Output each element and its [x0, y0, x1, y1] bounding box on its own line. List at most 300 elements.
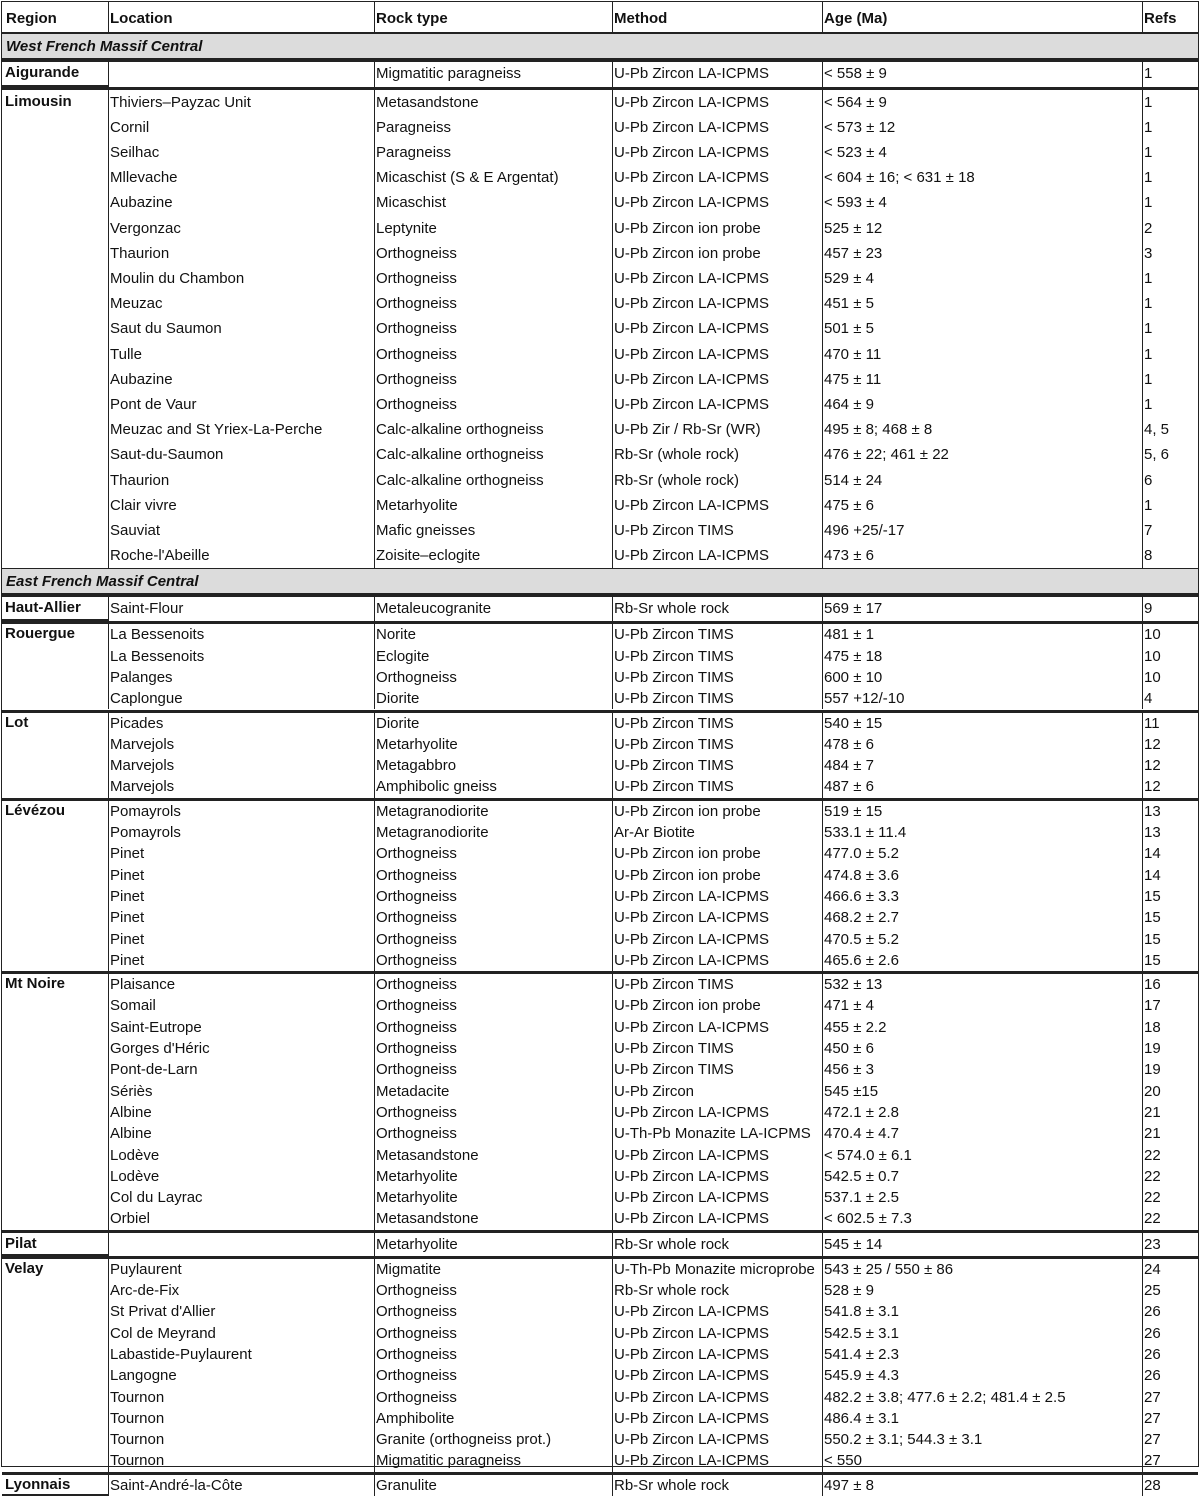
- cell-location: Clair vivre: [110, 496, 177, 514]
- table-row: [2, 316, 1198, 341]
- cell-rock-type: Mafic gneisses: [376, 521, 476, 539]
- table-row: [2, 493, 1198, 518]
- table-row: [2, 624, 1198, 645]
- cell-rock-type: Orthogneiss: [376, 1125, 457, 1143]
- cell-method: U-Pb Zircon LA-ICPMS: [614, 118, 770, 136]
- cell-rock-type: Metasandstone: [376, 93, 479, 111]
- cell-refs: 7: [1144, 521, 1153, 539]
- cell-location: La Bessenoits: [110, 647, 205, 665]
- cell-refs: 4: [1144, 690, 1153, 708]
- cell-rock-type: Metarhyolite: [376, 1167, 458, 1185]
- cell-age: 533.1 ± 11.4: [824, 824, 907, 841]
- cell-rock-type: Orthogneiss: [376, 930, 457, 948]
- cell-rock-type: Orthogneiss: [376, 997, 457, 1015]
- header-age: Age (Ma): [824, 10, 888, 27]
- cell-rock-type: Metasandstone: [376, 1146, 479, 1164]
- region-label: Pilat: [5, 1234, 37, 1252]
- table-row: [2, 646, 1198, 667]
- cell-location: Tournon: [110, 1452, 165, 1470]
- cell-age: 486.4 ± 3.1: [824, 1409, 899, 1427]
- cell-age: 545 ±15: [824, 1082, 879, 1100]
- cell-method: U-Pb Zircon LA-ICPMS: [614, 1452, 770, 1470]
- table-row: [2, 442, 1198, 467]
- region-label: Lévézou: [5, 801, 66, 819]
- cell-rock-type: Orthogneiss: [376, 370, 457, 388]
- cell-method: U-Th-Pb Monazite LA-ICPMS: [614, 1125, 811, 1143]
- cell-location: Moulin du Chambon: [110, 269, 245, 287]
- header-divider: [374, 2, 375, 33]
- cell-method: U-Pb Zircon LA-ICPMS: [614, 320, 770, 338]
- cell-age: 532 ± 13: [824, 976, 883, 994]
- table-row: [2, 140, 1198, 165]
- cell-location: Mllevache: [110, 169, 178, 187]
- cell-method: U-Pb Zircon LA-ICPMS: [614, 295, 770, 313]
- table-row: [2, 1059, 1198, 1080]
- cell-age: < 550: [824, 1452, 862, 1470]
- cell-rock-type: Orthogneiss: [376, 866, 457, 884]
- cell-method: U-Pb Zircon LA-ICPMS: [614, 93, 770, 111]
- cell-method: U-Pb Zircon TIMS: [614, 626, 734, 644]
- cell-refs: 1: [1144, 395, 1153, 413]
- cell-method: U-Pb Zircon LA-ICPMS: [614, 1103, 770, 1121]
- cell-rock-type: Orthogneiss: [376, 1282, 457, 1299]
- cell-rock-type: Metasandstone: [376, 1210, 479, 1228]
- region-label: Rouergue: [5, 625, 76, 643]
- cell-age: 542.5 ± 0.7: [824, 1167, 899, 1185]
- cell-age: 471 ± 4: [824, 997, 874, 1015]
- cell-location: Aubazine: [110, 194, 173, 212]
- cell-refs: 2: [1144, 219, 1153, 237]
- cell-age: 569 ± 17: [824, 600, 883, 618]
- cell-rock-type: Paragneiss: [376, 118, 452, 136]
- table-row: [2, 755, 1198, 776]
- cell-location: Labastide-Puylaurent: [110, 1345, 252, 1363]
- cell-refs: 1: [1144, 194, 1153, 212]
- cell-rock-type: Calc-alkaline orthogneiss: [376, 471, 544, 489]
- cell-method: U-Pb Zircon LA-ICPMS: [614, 194, 770, 212]
- cell-location: Roche-l'Abeille: [110, 547, 210, 565]
- table-row: [2, 1145, 1198, 1166]
- table-row: [2, 1301, 1198, 1322]
- cell-location: Vergonzac: [110, 219, 181, 237]
- cell-refs: 15: [1144, 909, 1161, 927]
- cell-age: 514 ± 24: [824, 471, 883, 489]
- cell-refs: 26: [1144, 1345, 1161, 1363]
- header-method: Method: [614, 10, 668, 27]
- table-row: [2, 266, 1198, 291]
- cell-refs: 27: [1144, 1409, 1161, 1427]
- cell-refs: 14: [1144, 845, 1161, 863]
- cell-method: U-Pb Zircon LA-ICPMS: [614, 547, 770, 565]
- table-row: [2, 417, 1198, 442]
- table-row: [2, 776, 1198, 797]
- region-label: Mt Noire: [5, 975, 65, 993]
- cell-rock-type: Metadacite: [376, 1082, 450, 1100]
- cell-method: U-Pb Zircon TIMS: [614, 714, 734, 732]
- table-row: [2, 597, 1198, 621]
- cell-location: Pont de Vaur: [110, 395, 197, 413]
- cell-location: Tournon: [110, 1388, 165, 1406]
- table-row: [2, 1259, 1198, 1280]
- cell-location: Caplongue: [110, 690, 183, 708]
- cell-rock-type: Metagranodiorite: [376, 824, 489, 841]
- cell-rock-type: Amphibolite: [376, 1409, 455, 1427]
- cell-location: Pinet: [110, 887, 145, 905]
- cell-age: 455 ± 2.2: [824, 1018, 887, 1036]
- cell-refs: 21: [1144, 1103, 1161, 1121]
- table-row: [2, 241, 1198, 266]
- cell-age: 542.5 ± 3.1: [824, 1324, 899, 1342]
- cell-rock-type: Metarhyolite: [376, 1189, 458, 1207]
- table-row: [2, 291, 1198, 316]
- cell-rock-type: Orthogneiss: [376, 295, 457, 313]
- cell-rock-type: Metagabbro: [376, 757, 457, 775]
- cell-location: Saint-Flour: [110, 600, 184, 618]
- cell-age: 525 ± 12: [824, 219, 883, 237]
- cell-age: < 602.5 ± 7.3: [824, 1210, 912, 1228]
- cell-method: U-Pb Zircon LA-ICPMS: [614, 1210, 770, 1228]
- cell-location: La Bessenoits: [110, 626, 205, 644]
- cell-age: 474.8 ± 3.6: [824, 866, 899, 884]
- cell-location: Saint-Eutrope: [110, 1018, 202, 1036]
- cell-age: < 558 ± 9: [824, 65, 887, 82]
- cell-age: < 593 ± 4: [824, 194, 887, 212]
- table-row: [2, 865, 1198, 886]
- table-row: [2, 1233, 1198, 1256]
- cell-age: 545 ± 14: [824, 1235, 883, 1253]
- cell-refs: 12: [1144, 778, 1161, 796]
- cell-method: U-Pb Zircon ion probe: [614, 219, 761, 237]
- cell-age: 470 ± 11: [824, 345, 882, 363]
- cell-age: 464 ± 9: [824, 395, 874, 413]
- table-row: [2, 190, 1198, 215]
- cell-refs: 1: [1144, 345, 1153, 363]
- cell-location: Col de Meyrand: [110, 1324, 216, 1342]
- cell-rock-type: Orthogneiss: [376, 269, 457, 287]
- cell-method: U-Pb Zircon TIMS: [614, 778, 734, 796]
- cell-location: Tournon: [110, 1431, 165, 1449]
- header-region: Region: [6, 10, 57, 27]
- table-row: [2, 1017, 1198, 1038]
- region-label: Haut-Allier: [5, 599, 81, 617]
- cell-method: Rb-Sr whole rock: [614, 1476, 730, 1494]
- table-row: [2, 822, 1198, 843]
- cell-rock-type: Orthogneiss: [376, 1367, 457, 1385]
- cell-rock-type: Migmatitic paragneiss: [376, 1452, 522, 1470]
- cell-location: Saut du Saumon: [110, 320, 222, 338]
- cell-method: U-Th-Pb Monazite microprobe: [614, 1260, 815, 1278]
- cell-rock-type: Orthogneiss: [376, 1388, 457, 1406]
- cell-location: Tulle: [110, 345, 142, 363]
- table-row: [2, 165, 1198, 190]
- table-row: [2, 1450, 1198, 1471]
- table-row: [2, 713, 1198, 734]
- header-divider: [822, 2, 823, 33]
- cell-rock-type: Granulite: [376, 1476, 437, 1494]
- cell-age: 475 ± 6: [824, 496, 874, 514]
- cell-refs: 10: [1144, 668, 1161, 686]
- cell-age: 495 ± 8; 468 ± 8: [824, 421, 933, 439]
- cell-method: U-Pb Zircon LA-ICPMS: [614, 930, 770, 948]
- table-row: [2, 1323, 1198, 1344]
- cell-age: 476 ± 22; 461 ± 22: [824, 446, 949, 464]
- cell-refs: 19: [1144, 1061, 1161, 1079]
- cell-age: 519 ± 15: [824, 802, 883, 820]
- cell-method: U-Pb Zircon LA-ICPMS: [614, 1303, 770, 1321]
- table-row: [2, 1429, 1198, 1450]
- table-row: [2, 1280, 1198, 1301]
- cell-location: Pinet: [110, 930, 145, 948]
- cell-age: < 564 ± 9: [824, 93, 887, 111]
- table-row: [2, 1408, 1198, 1429]
- table-row: [2, 995, 1198, 1016]
- cell-rock-type: Orthogneiss: [376, 845, 457, 863]
- table-row: [2, 543, 1198, 568]
- cell-refs: 15: [1144, 887, 1161, 905]
- cell-age: 557 +12/-10: [824, 690, 905, 708]
- cell-refs: 22: [1144, 1189, 1161, 1207]
- cell-refs: 10: [1144, 647, 1161, 665]
- cell-location: Seilhac: [110, 143, 160, 161]
- table-row: [2, 843, 1198, 864]
- cell-rock-type: Migmatitic paragneiss: [376, 65, 522, 82]
- cell-refs: 15: [1144, 951, 1161, 969]
- cell-method: U-Pb Zircon LA-ICPMS: [614, 951, 770, 969]
- cell-method: U-Pb Zircon LA-ICPMS: [614, 909, 770, 927]
- cell-location: Pinet: [110, 951, 145, 969]
- cell-location: Langogne: [110, 1367, 177, 1385]
- cell-refs: 1: [1144, 65, 1153, 82]
- cell-age: 477.0 ± 5.2: [824, 845, 899, 863]
- cell-refs: 15: [1144, 930, 1161, 948]
- cell-age: 472.1 ± 2.8: [824, 1103, 899, 1121]
- cell-location: Cornil: [110, 118, 150, 136]
- cell-location: Sériès: [110, 1082, 153, 1100]
- cell-age: < 573 ± 12: [824, 118, 896, 136]
- cell-refs: 1: [1144, 496, 1153, 514]
- cell-age: 537.1 ± 2.5: [824, 1189, 899, 1207]
- table-row: [2, 518, 1198, 543]
- table-row: [2, 1365, 1198, 1386]
- table-row: [2, 688, 1198, 709]
- cell-refs: 1: [1144, 118, 1153, 136]
- cell-location: Meuzac and St Yriex-La-Perche: [110, 421, 323, 439]
- cell-refs: 18: [1144, 1018, 1161, 1036]
- table-row: [2, 216, 1198, 241]
- cell-location: Col du Layrac: [110, 1189, 203, 1207]
- header-location: Location: [110, 10, 173, 27]
- header-divider: [108, 2, 109, 33]
- cell-location: Marvejols: [110, 735, 175, 753]
- header-rock-type: Rock type: [376, 10, 448, 27]
- cell-age: 501 ± 5: [824, 320, 874, 338]
- cell-location: Pinet: [110, 909, 145, 927]
- cell-method: U-Pb Zircon TIMS: [614, 735, 734, 753]
- cell-method: U-Pb Zircon LA-ICPMS: [614, 1345, 770, 1363]
- cell-age: 545.9 ± 4.3: [824, 1367, 899, 1385]
- cell-location: Plaisance: [110, 976, 176, 994]
- cell-rock-type: Orthogneiss: [376, 1303, 457, 1321]
- cell-method: U-Pb Zircon LA-ICPMS: [614, 1167, 770, 1185]
- cell-age: 497 ± 8: [824, 1476, 874, 1494]
- cell-location: Saint-André-la-Côte: [110, 1476, 243, 1494]
- cell-location: Gorges d'Héric: [110, 1040, 210, 1057]
- cell-refs: 12: [1144, 735, 1161, 753]
- cell-age: 550.2 ± 3.1; 544.3 ± 3.1: [824, 1431, 983, 1449]
- table-row: [2, 468, 1198, 493]
- cell-method: U-Pb Zircon LA-ICPMS: [614, 370, 770, 388]
- cell-refs: 8: [1144, 547, 1153, 565]
- cell-method: U-Pb Zircon LA-ICPMS: [614, 1388, 770, 1406]
- section-header: West French Massif Central: [2, 33, 1198, 59]
- table-row: [2, 1208, 1198, 1229]
- cell-location: Puylaurent: [110, 1260, 182, 1278]
- cell-refs: 13: [1144, 824, 1161, 841]
- cell-method: U-Pb Zircon ion probe: [614, 866, 761, 884]
- cell-refs: 22: [1144, 1167, 1161, 1185]
- table-row: [2, 392, 1198, 417]
- table-row: [2, 1475, 1198, 1496]
- cell-location: Pinet: [110, 845, 145, 863]
- cell-location: Pomayrols: [110, 824, 181, 841]
- cell-refs: 14: [1144, 866, 1161, 884]
- table-row: [2, 974, 1198, 995]
- cell-rock-type: Eclogite: [376, 647, 430, 665]
- cell-method: U-Pb Zircon TIMS: [614, 757, 734, 775]
- cell-method: Rb-Sr (whole rock): [614, 446, 740, 464]
- cell-location: Saut-du-Saumon: [110, 446, 224, 464]
- cell-rock-type: Migmatite: [376, 1260, 442, 1278]
- cell-refs: 9: [1144, 600, 1153, 618]
- cell-refs: 23: [1144, 1235, 1161, 1253]
- cell-location: Thaurion: [110, 244, 170, 262]
- cell-age: 484 ± 7: [824, 757, 874, 775]
- cell-rock-type: Orthogneiss: [376, 887, 457, 905]
- table-row: [2, 1038, 1198, 1059]
- table-row: [2, 1123, 1198, 1144]
- cell-age: 528 ± 9: [824, 1282, 874, 1299]
- cell-age: 451 ± 5: [824, 295, 874, 313]
- cell-age: 600 ± 10: [824, 668, 883, 686]
- cell-rock-type: Orthogneiss: [376, 909, 457, 927]
- header-divider: [612, 2, 613, 33]
- cell-refs: 28: [1144, 1476, 1161, 1494]
- cell-refs: 27: [1144, 1388, 1161, 1406]
- table-row: [2, 886, 1198, 907]
- table-row: [2, 1081, 1198, 1102]
- cell-refs: 22: [1144, 1146, 1161, 1164]
- cell-age: 481 ± 1: [824, 626, 874, 644]
- cell-rock-type: Orthogneiss: [376, 345, 457, 363]
- cell-age: 470.4 ± 4.7: [824, 1125, 899, 1143]
- cell-age: 466.6 ± 3.3: [824, 887, 899, 905]
- cell-location: Marvejols: [110, 757, 175, 775]
- cell-method: U-Pb Zircon LA-ICPMS: [614, 496, 770, 514]
- cell-method: U-Pb Zircon LA-ICPMS: [614, 169, 770, 187]
- cell-refs: 20: [1144, 1082, 1161, 1100]
- cell-age: < 604 ± 16; < 631 ± 18: [824, 169, 975, 187]
- cell-method: U-Pb Zircon TIMS: [614, 1061, 734, 1079]
- table-row: [2, 801, 1198, 822]
- cell-method: Rb-Sr whole rock: [614, 1282, 730, 1299]
- region-label: Lyonnais: [5, 1475, 71, 1493]
- table-row: [2, 1102, 1198, 1123]
- header-divider: [1142, 2, 1143, 33]
- cell-age: 475 ± 18: [824, 647, 883, 665]
- cell-method: U-Pb Zircon LA-ICPMS: [614, 1324, 770, 1342]
- cell-age: 450 ± 6: [824, 1040, 874, 1057]
- cell-age: 543 ± 25 / 550 ± 86: [824, 1260, 954, 1278]
- cell-location: Albine: [110, 1103, 152, 1121]
- table-row: [2, 62, 1198, 87]
- cell-age: 478 ± 6: [824, 735, 874, 753]
- cell-location: Picades: [110, 714, 164, 732]
- cell-method: U-Pb Zircon LA-ICPMS: [614, 395, 770, 413]
- cell-refs: 26: [1144, 1303, 1161, 1321]
- cell-refs: 1: [1144, 370, 1153, 388]
- cell-refs: 25: [1144, 1282, 1161, 1299]
- cell-method: U-Pb Zircon LA-ICPMS: [614, 1409, 770, 1427]
- cell-refs: 1: [1144, 93, 1153, 111]
- cell-rock-type: Micaschist (S & E Argentat): [376, 169, 559, 187]
- table-row: [2, 115, 1198, 140]
- cell-location: Aubazine: [110, 370, 173, 388]
- cell-location: Pont-de-Larn: [110, 1061, 198, 1079]
- table-row: [2, 950, 1198, 971]
- cell-age: 473 ± 6: [824, 547, 874, 565]
- cell-method: U-Pb Zircon LA-ICPMS: [614, 1189, 770, 1207]
- cell-location: Lodève: [110, 1167, 160, 1185]
- cell-rock-type: Metarhyolite: [376, 1235, 458, 1253]
- cell-age: 487 ± 6: [824, 778, 874, 796]
- cell-refs: 26: [1144, 1367, 1161, 1385]
- cell-rock-type: Orthogneiss: [376, 395, 457, 413]
- cell-refs: 17: [1144, 997, 1161, 1015]
- cell-rock-type: Orthogneiss: [376, 951, 457, 969]
- cell-age: 470.5 ± 5.2: [824, 930, 899, 948]
- cell-method: U-Pb Zircon LA-ICPMS: [614, 345, 770, 363]
- cell-refs: 1: [1144, 143, 1153, 161]
- cell-refs: 13: [1144, 802, 1161, 820]
- cell-method: U-Pb Zircon LA-ICPMS: [614, 1431, 770, 1449]
- cell-age: 457 ± 23: [824, 244, 883, 262]
- cell-rock-type: Granite (orthogneiss prot.): [376, 1431, 552, 1449]
- cell-rock-type: Orthogneiss: [376, 1103, 457, 1121]
- cell-rock-type: Orthogneiss: [376, 1040, 457, 1057]
- cell-refs: 27: [1144, 1452, 1161, 1470]
- cell-location: Thiviers–Payzac Unit: [110, 93, 251, 111]
- cell-age: 541.8 ± 3.1: [824, 1303, 899, 1321]
- region-label: Lot: [5, 713, 29, 731]
- header-refs: Refs: [1144, 10, 1177, 27]
- cell-method: U-Pb Zir / Rb-Sr (WR): [614, 421, 761, 439]
- cell-method: U-Pb Zircon TIMS: [614, 647, 734, 665]
- cell-rock-type: Paragneiss: [376, 143, 452, 161]
- cell-method: U-Pb Zircon ion probe: [614, 802, 761, 820]
- table-row: [2, 90, 1198, 115]
- cell-location: Meuzac: [110, 295, 163, 313]
- cell-location: Sauviat: [110, 521, 161, 539]
- cell-age: 475 ± 11: [824, 370, 882, 388]
- cell-method: U-Pb Zircon TIMS: [614, 690, 734, 708]
- cell-location: Thaurion: [110, 471, 170, 489]
- cell-rock-type: Orthogneiss: [376, 1345, 457, 1363]
- cell-method: U-Pb Zircon ion probe: [614, 845, 761, 863]
- cell-rock-type: Diorite: [376, 690, 420, 708]
- cell-rock-type: Metagranodiorite: [376, 802, 489, 820]
- cell-method: U-Pb Zircon LA-ICPMS: [614, 1018, 770, 1036]
- cell-location: Albine: [110, 1125, 152, 1143]
